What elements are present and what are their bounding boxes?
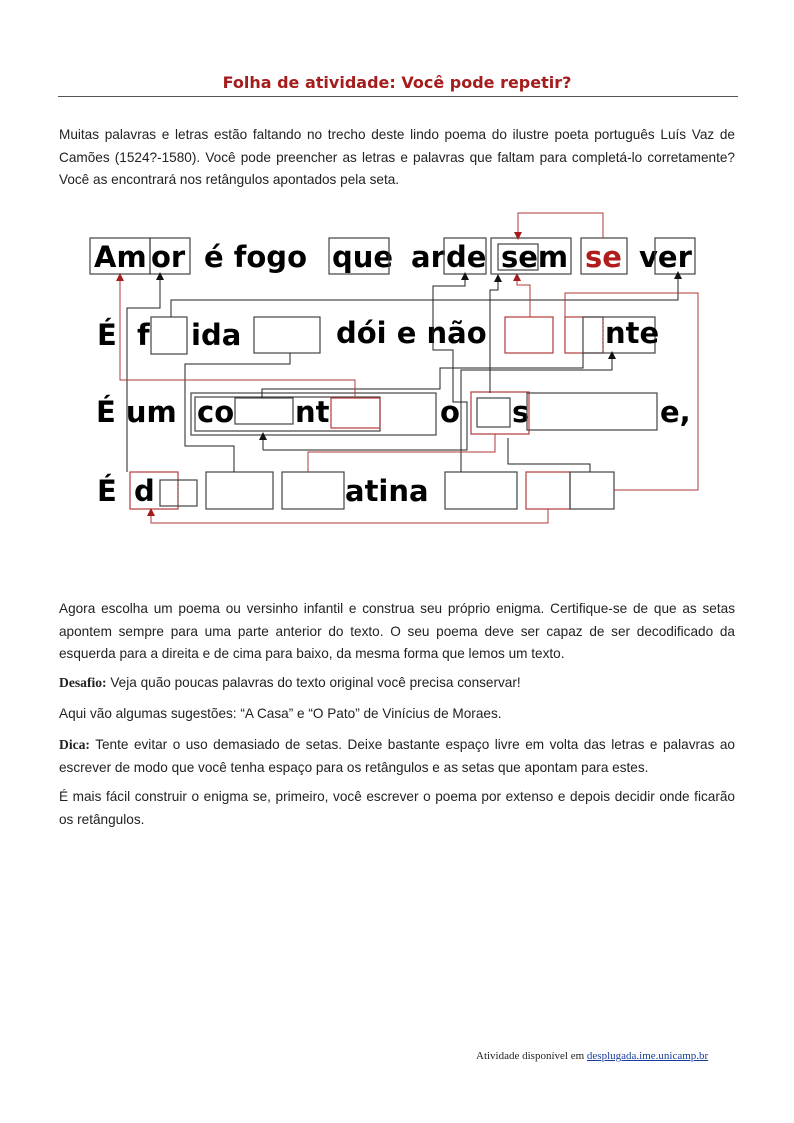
word-ar: ar [411, 240, 445, 274]
word-f: f [137, 318, 150, 352]
box-red-line3 [331, 398, 380, 428]
tip-paragraph [59, 734, 735, 779]
footer-link[interactable]: desplugada.ime.unicamp.br [586, 1050, 709, 1062]
advice-paragraph: É mais fácil construir o enigma se, primeiro, você escrever o poema por extenso e depois decidir onde ficarão os retângulos. [59, 789, 735, 827]
intro-paragraph: Muitas palavras e letras estão faltando no trecho deste lindo poema do ilustre poeta português Luís Vaz de Camões (1524?-1580). Você pode preencher as letras e palavras que faltam para completá-lo corretamente? Você as encontrará nos retângulos apontados pela seta. [59, 127, 735, 187]
word-am: Am [94, 240, 147, 274]
word-s: s [512, 395, 530, 429]
word-nt: nt [295, 395, 330, 429]
word-e-comma: e, [660, 395, 691, 429]
word-co: co [197, 395, 235, 429]
box-red-line2-a [505, 317, 553, 353]
box-line4-a [206, 472, 273, 509]
box-line4-c [445, 472, 517, 509]
word-ver: ver [639, 240, 692, 274]
word-nte: nte [605, 316, 660, 350]
word-se: se [585, 240, 622, 274]
word-de: de [446, 240, 487, 274]
footer [476, 1050, 708, 1062]
word-que: que [332, 240, 394, 274]
tip-label: Dica: [59, 737, 90, 752]
box-line2-blank [254, 317, 320, 353]
word-sem: sem [501, 240, 569, 274]
challenge-label: Desafio: [59, 675, 107, 690]
challenge-text: Veja quão poucas palavras do texto original você precisa conservar! [106, 675, 521, 690]
instructions-paragraph: Agora escolha um poema ou versinho infantil e construa seu próprio enigma. Certifique-se de que as setas apontem sempre para uma parte anterior do texto. O seu poema deve ser capaz de ser decodificado da esquerda para a direita e de cima para baixo, da mesma forma que lemos um texto. [59, 601, 735, 661]
box-f-gap [151, 317, 187, 354]
word-or: or [151, 240, 186, 274]
word-e-line2: É [97, 318, 117, 352]
word-e-fogo: é fogo [204, 240, 307, 274]
box-co-gap [235, 398, 293, 424]
box-line3-wide [527, 393, 657, 430]
box-line4-b [282, 472, 344, 509]
page-title: Folha de atividade: Você pode repetir? [222, 73, 572, 92]
box-red-line2-b [565, 317, 603, 353]
box-line4-d [570, 472, 614, 509]
box-red-line4 [526, 472, 570, 509]
word-atina: atina [345, 474, 429, 508]
word-e-um: É um [96, 395, 177, 429]
word-ida: ida [191, 318, 242, 352]
word-e-line4: É [97, 474, 117, 508]
challenge-paragraph [59, 672, 735, 695]
poem-puzzle [0, 200, 794, 540]
word-o: o [440, 395, 460, 429]
word-doi-e-nao: dói e não [336, 316, 487, 350]
word-d: d [134, 474, 155, 508]
title-divider [58, 96, 738, 97]
suggestions-paragraph: Aqui vão algumas sugestões: “A Casa” e “O Pato” de Vinícius de Moraes. [59, 706, 502, 721]
box-s-gap [477, 398, 510, 427]
footer-prefix: Atividade disponível em [476, 1050, 587, 1062]
tip-text: Tente evitar o uso demasiado de setas. Deixe bastante espaço livre em volta das letras e palavras ao escrever de modo que você tenha espaço para os retângulos e as setas que apontam para estes. [59, 737, 735, 775]
